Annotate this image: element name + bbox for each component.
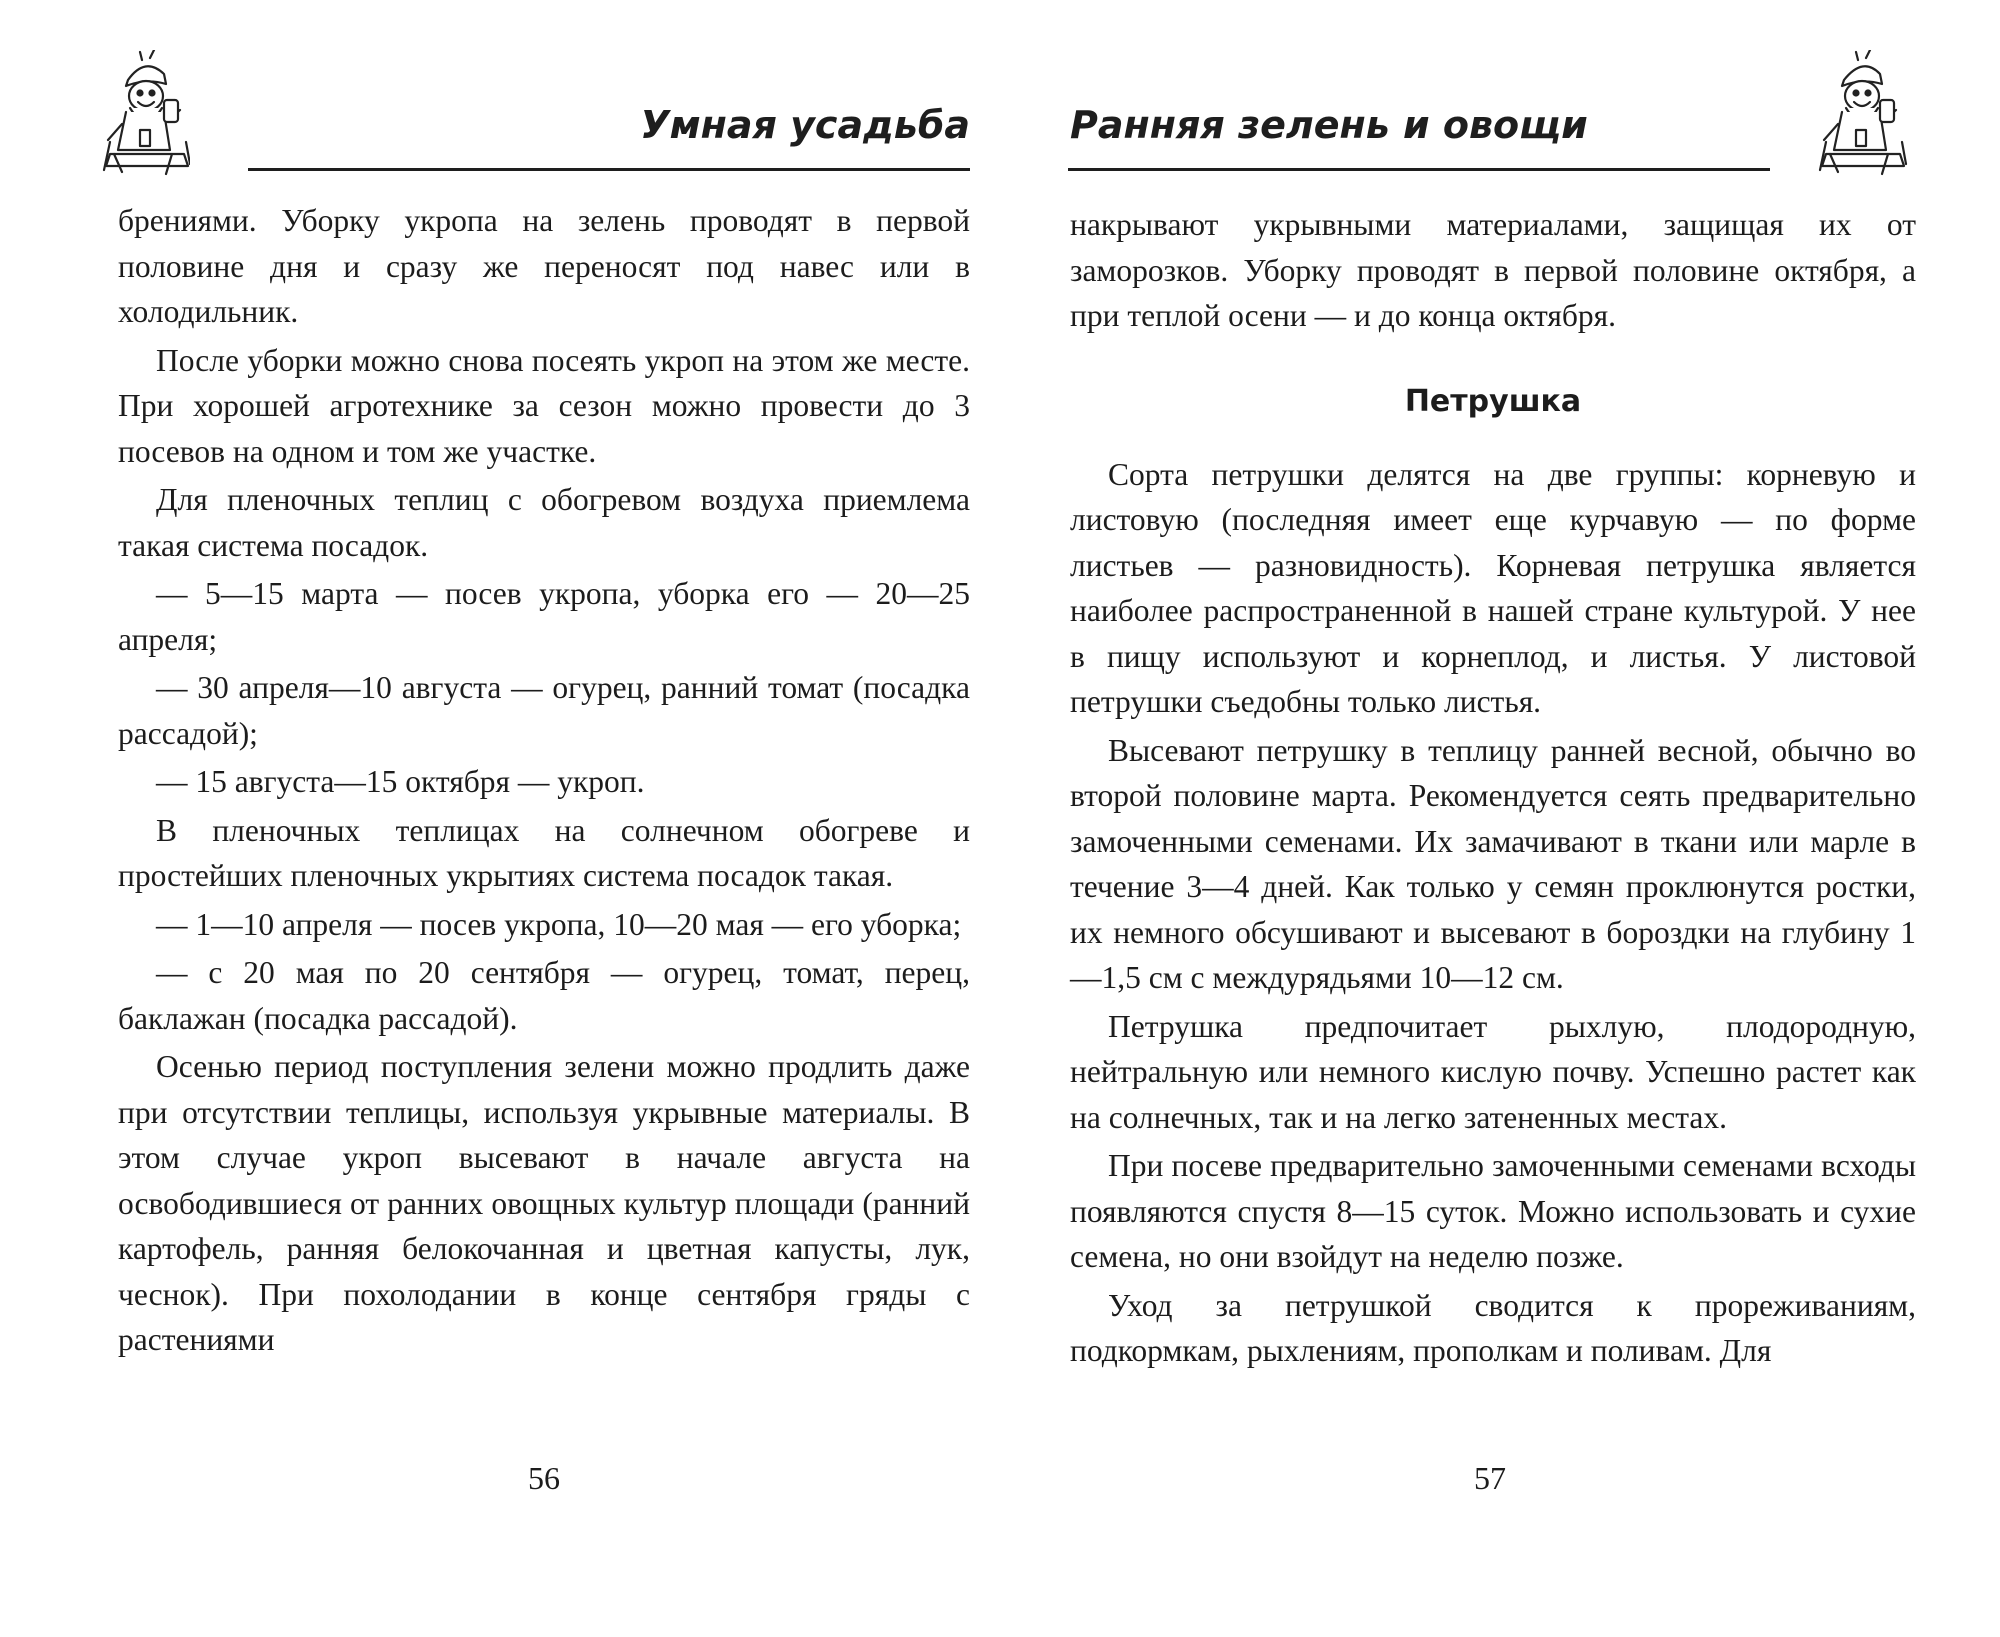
list-item: — 1—10 апреля — посев укропа, 10—20 мая — его уборка; — [156, 906, 962, 942]
paragraph: Сорта петрушки делятся на две группы: корневую и листовую (последняя имеет еще курчавую — по форме листьев — разновидность). Корневая петрушка является наиболее распространенной в нашей стране культурой. У нее в пищу используют и корнеплод, и листья. У листовой петрушки съедобны только листья. — [1070, 456, 1916, 719]
running-header-title: Ранняя зелень и овощи — [1070, 103, 1588, 147]
header-divider — [248, 168, 970, 171]
paragraph: При посеве предварительно замоченными семенами всходы появляются спустя 8—15 суток. Можно использовать и сухие семена, но они взойдут на неделю позже. — [1070, 1148, 1916, 1274]
list-item: — с 20 мая по 20 сентября — огурец, томат, перец, баклажан (посадка рассадой). — [118, 955, 970, 1036]
list-item: — 5—15 марта — посев укропа, уборка его — 20—25 апреля; — [118, 576, 970, 657]
paragraph: Уход за петрушкой сводится к прореживаниям, подкормкам, рыхлениям, прополкам и поливам. Для — [1070, 1287, 1916, 1368]
page-body — [118, 198, 970, 1366]
paragraph: После уборки можно снова посеять укроп на этом же месте. При хорошей агротехнике за сезон можно провести до 3 посевов на одном и том же участке. — [118, 342, 970, 469]
header-divider — [1068, 168, 1770, 171]
paragraph: Петрушка предпочитает рыхлую, плодородную, нейтральную или немного кислую почву. Успешно растет как на солнечных, так и на легко затененных местах. — [1070, 1008, 1916, 1135]
paragraph: накрывают укрывными материалами, защищая их от заморозков. Уборку проводят в первой половине октября, а при теплой осени — и до конца октября. — [1070, 207, 1916, 333]
section-heading: Петрушка — [1404, 383, 1582, 419]
paragraph: Высевают петрушку в теплицу ранней весной, обычно во второй половине марта. Рекомендуется сеять предварительно замоченными семенами. Их замачивают в ткани или марле в течение 3—4 дней. Как только у семян проклюнутся ростки, их немного обсушивают и высевают в бороздки на глубину 1—1,5 см с междурядьями 10—12 см. — [1070, 732, 1916, 995]
page-number: 56 — [528, 1460, 560, 1496]
paragraph: В пленочных теплицах на солнечном обогреве и простейших пленочных укрытиях система посадок такая. — [118, 812, 970, 893]
right-page — [1000, 0, 2000, 1637]
list-item: — 15 августа—15 октября — укроп. — [156, 764, 645, 799]
running-header-title: Умная усадьба — [640, 103, 970, 147]
gnome-mascot-icon — [100, 50, 190, 180]
paragraph: брениями. Уборку укропа на зелень проводят в первой половине дня и сразу же переносят под навес или в холодильник. — [118, 203, 970, 329]
paragraph: Осенью период поступления зелени можно продлить даже при отсутствии теплицы, используя укрывные материалы. В этом случае укроп высевают в начале августа на освободившиеся от ранних овощных культур площади (ранний картофель, ранняя белокочанная и цветная капусты, лук, чеснок). При похолодании в конце сентября гряды с растениями — [118, 1049, 970, 1357]
paragraph: Для пленочных теплиц с обогревом воздуха приемлема такая система посадок. — [118, 482, 970, 563]
list-item: — 30 апреля—10 августа — огурец, ранний томат (посадка рассадой); — [118, 670, 970, 751]
page-body — [1070, 202, 1916, 1377]
page-number: 57 — [1474, 1460, 1506, 1496]
gnome-mascot-icon — [1818, 50, 1908, 180]
